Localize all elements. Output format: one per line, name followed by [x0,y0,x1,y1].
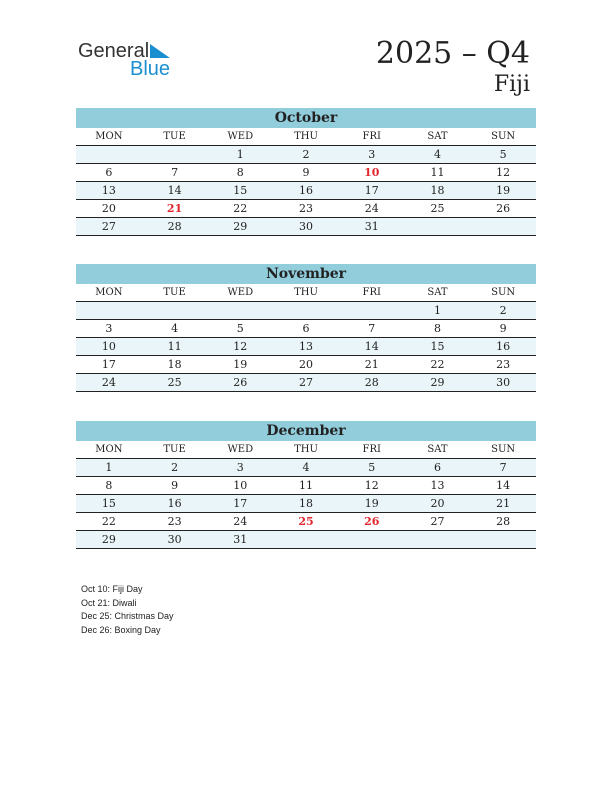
day-cell [273,302,339,319]
week-row [76,182,536,200]
day-cell: 19 [364,497,379,510]
holiday-day-cell: 25 [298,515,314,528]
day-cell: 21 [496,497,511,510]
day-cell: 20 [101,202,116,215]
weekday-label: TUE [163,131,186,142]
day-cell: 23 [496,358,511,371]
weekday-label: FRI [362,131,381,142]
brand-logo [78,40,178,80]
day-cell [207,302,273,319]
day-cell: 9 [499,322,507,335]
day-cell: 16 [496,340,511,353]
day-cell: 3 [236,461,244,474]
month-calendar-december [76,421,536,549]
week-row [76,164,536,182]
day-cell [470,218,536,235]
week-row [76,356,536,374]
holiday-note: Dec 25: Christmas Day [81,611,174,622]
day-cell: 20 [299,358,314,371]
day-cell: 1 [105,461,113,474]
day-cell: 8 [105,479,113,492]
day-cell: 12 [233,340,248,353]
weekday-label: SAT [427,287,448,298]
day-cell: 5 [368,461,376,474]
day-cell: 24 [101,376,116,389]
day-cell: 14 [167,184,182,197]
day-cell: 28 [167,220,182,233]
day-cell: 8 [433,322,441,335]
week-row [76,320,536,338]
holiday-day-cell: 10 [364,166,380,179]
weekday-header-row [76,128,536,146]
logo-text-blue: Blue [130,58,171,80]
day-cell: 18 [167,358,182,371]
day-cell: 15 [430,340,445,353]
day-cell [76,146,142,163]
weekday-label: THU [294,287,318,298]
week-row [76,218,536,236]
day-cell: 30 [167,533,182,546]
day-cell: 11 [299,479,314,492]
day-cell [142,146,208,163]
weekday-label: THU [294,131,318,142]
day-cell: 22 [101,515,116,528]
day-cell: 17 [364,184,379,197]
day-cell: 17 [233,497,248,510]
day-cell: 9 [171,479,179,492]
week-row [76,302,536,320]
day-cell: 10 [101,340,116,353]
day-cell: 4 [171,322,179,335]
month-title: October [76,108,536,128]
day-cell [339,531,405,548]
day-cell: 18 [430,184,445,197]
holiday-day-cell: 26 [364,515,380,528]
day-cell: 20 [430,497,445,510]
weekday-label: WED [227,287,254,298]
week-row [76,495,536,513]
week-row [76,513,536,531]
day-cell: 16 [299,184,314,197]
day-cell: 9 [302,166,310,179]
weekday-label: THU [294,444,318,455]
logo-text-general: General [78,40,150,62]
day-cell: 15 [101,497,116,510]
weekday-label: MON [95,444,123,455]
weekday-label: FRI [362,444,381,455]
day-cell: 29 [101,533,116,546]
weekday-label: MON [95,131,123,142]
day-cell: 23 [167,515,182,528]
day-cell: 29 [233,220,248,233]
day-cell: 5 [499,148,507,161]
day-cell: 1 [236,148,244,161]
day-cell: 3 [368,148,376,161]
month-title: November [76,264,536,284]
day-cell: 10 [233,479,248,492]
day-cell: 23 [299,202,314,215]
day-cell: 4 [302,461,310,474]
day-cell [76,302,142,319]
country-name: Fiji [493,72,530,97]
day-cell [470,531,536,548]
day-cell: 13 [430,479,445,492]
day-cell: 11 [430,166,445,179]
day-cell: 5 [236,322,244,335]
day-cell: 7 [368,322,376,335]
day-cell: 15 [233,184,248,197]
weekday-label: MON [95,287,123,298]
weekday-label: SAT [427,444,448,455]
day-cell [273,531,339,548]
day-cell: 6 [302,322,310,335]
day-cell [405,531,471,548]
weekday-label: SAT [427,131,448,142]
weekday-label: TUE [163,444,186,455]
weekday-label: FRI [362,287,381,298]
day-cell: 25 [430,202,445,215]
weekday-header-row [76,284,536,302]
day-cell: 26 [496,202,511,215]
day-cell [142,302,208,319]
day-cell: 2 [171,461,179,474]
day-cell: 16 [167,497,182,510]
day-cell: 2 [499,304,507,317]
weekday-label: SUN [491,287,516,298]
page-title: 2025 – Q4 [375,36,530,71]
day-cell: 27 [430,515,445,528]
holiday-day-cell: 21 [166,202,183,215]
day-cell: 4 [433,148,441,161]
day-cell: 26 [233,376,248,389]
day-cell: 27 [101,220,116,233]
week-row [76,200,536,218]
day-cell: 28 [496,515,511,528]
day-cell: 12 [364,479,379,492]
holiday-note: Oct 10: Fiji Day [81,584,143,594]
day-cell: 7 [171,166,179,179]
week-row [76,459,536,477]
day-cell: 24 [233,515,248,528]
day-cell: 18 [299,497,314,510]
day-cell: 11 [167,340,182,353]
day-cell: 31 [364,220,379,233]
logo-triangle-icon [150,44,170,58]
day-cell: 1 [433,304,441,317]
day-cell [339,302,405,319]
week-row [76,338,536,356]
weekday-label: TUE [163,287,186,298]
holiday-note: Oct 21: Diwali [81,597,137,608]
day-cell: 29 [430,376,445,389]
day-cell: 24 [364,202,379,215]
holiday-notes [81,583,174,638]
day-cell: 7 [499,461,507,474]
week-row [76,374,536,392]
week-row [76,146,536,164]
day-cell: 31 [233,533,248,546]
day-cell: 3 [105,322,113,335]
week-row [76,531,536,549]
day-cell: 6 [433,461,441,474]
month-calendar-october [76,108,536,236]
day-cell: 13 [299,340,314,353]
day-cell: 13 [101,184,116,197]
holiday-note: Dec 26: Boxing Day [81,625,161,636]
day-cell: 30 [496,376,511,389]
day-cell: 2 [302,148,310,161]
weekday-label: SUN [491,131,516,142]
month-title: December [76,421,536,441]
week-row [76,477,536,495]
day-cell: 17 [101,358,116,371]
month-calendar-november [76,264,536,392]
day-cell: 28 [364,376,379,389]
day-cell: 27 [299,376,314,389]
day-cell: 12 [496,166,511,179]
day-cell: 21 [364,358,379,371]
day-cell: 22 [430,358,445,371]
day-cell: 19 [233,358,248,371]
weekday-label: WED [227,444,254,455]
weekday-label: WED [227,131,254,142]
day-cell [405,218,471,235]
day-cell: 8 [236,166,244,179]
day-cell: 14 [496,479,511,492]
day-cell: 25 [167,376,182,389]
weekday-header-row [76,441,536,459]
weekday-label: SUN [491,444,516,455]
day-cell: 14 [364,340,379,353]
day-cell: 19 [496,184,511,197]
day-cell: 22 [233,202,248,215]
day-cell: 30 [299,220,314,233]
day-cell: 6 [105,166,113,179]
